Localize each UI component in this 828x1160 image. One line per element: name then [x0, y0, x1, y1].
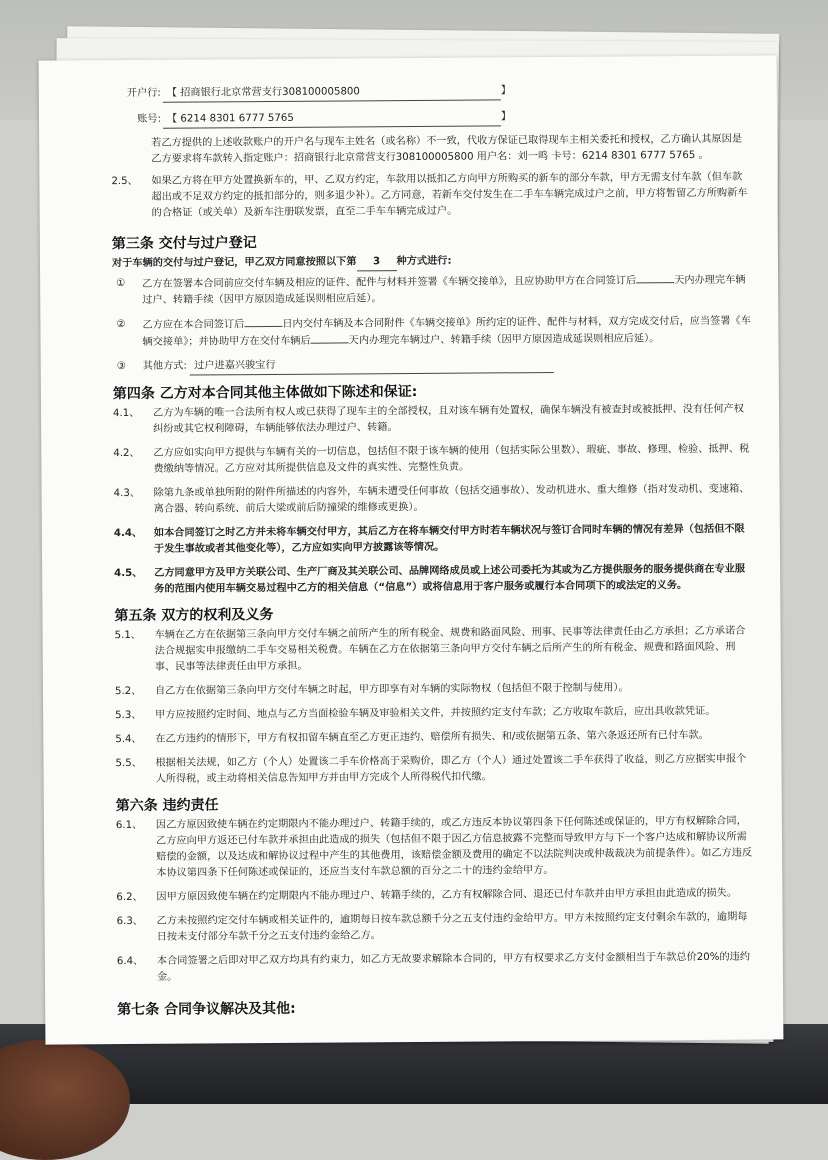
option-2 — [112, 313, 752, 351]
option-text: 天内办理完车辆过户、转籍手续（因甲方原因造成延误则相应后延）。 — [348, 333, 660, 347]
article-7-title: 第七条 合同争议解决及其他: — [117, 1000, 296, 1019]
clause-6-4 — [117, 950, 757, 986]
clause-number: 6.1、 — [115, 819, 143, 832]
bank-row — [111, 80, 751, 104]
clause-6-3 — [117, 910, 757, 946]
clause-number: 2.5、 — [111, 175, 138, 188]
clause-number: 4.1、 — [113, 407, 140, 420]
option-text: 乙方在签署本合同前应交付车辆及相应的证件、配件与材料并签署《车辆交接单》，且应协助甲方在合同签订后 — [142, 275, 637, 290]
clause-text: 乙方应如实向甲方提供与车辆有关的一切信息，包括但不限于该车辆的使用（包括实际公里数）、瑕疵、事故、修理、检验、抵押、税费缴纳等情况。乙方应对其所提供信息及文件的真实性、完整性负责。 — [153, 443, 750, 475]
bank-close: 】 — [500, 85, 512, 97]
clause-2-5 — [111, 170, 751, 222]
bank-label: 开户行: — [126, 87, 161, 99]
clause-number: 4.3、 — [113, 487, 141, 500]
clause-text: 乙方同意甲方及甲方关联公司、生产厂商及其关联公司、品牌网络成员或上述公司委托为其或为乙方提供服务的服务提供商在专业服务的范围内使用车辆交易过程中乙方的相关信息（“信息”）或将信息用于客户服务或履行本合同项下的或法定的义务。 — [154, 563, 746, 595]
clause-text: 自乙方在依据第三条向甲方交付车辆之时起，甲方即享有对车辆的实际物权（包括但不限于控制与使用）。 — [154, 682, 629, 697]
clause-number: 5.3、 — [115, 709, 142, 722]
clause-number: 4.4、 — [113, 527, 143, 540]
clause-number: 5.4、 — [115, 733, 142, 746]
clause-number: 6.4、 — [116, 955, 144, 968]
clause-text: 在乙方违约的情形下，甲方有权扣留车辆直至乙方更正违约、赔偿所有损失、和/或依据第五条、第六条返还所有已付车款。 — [155, 729, 709, 745]
option-mark: ② — [116, 318, 126, 331]
lead-text-before: 对于车辆的交付与过户登记，甲乙双方同意按照以下第 — [111, 256, 357, 270]
contract-page — [39, 55, 784, 1044]
account-label: 账号: — [137, 113, 162, 125]
other-method-label: 其他方式: — [142, 360, 187, 372]
clause-4-1 — [113, 402, 753, 438]
bank-value: 【 招商银行北京常营支行308100005800 — [163, 83, 501, 102]
clause-4-4 — [114, 522, 754, 558]
account-value: 【 6214 8301 6777 5765 — [163, 109, 501, 128]
article-6-title: 第六条 违约责任 — [115, 797, 219, 815]
clause-text: 甲方应按照约定时间、地点与乙方当面检验车辆及审验相关文件，并按照约定支付车款；乙方收取车款后，应出具收款凭证。 — [155, 705, 716, 721]
article-5-title: 第五条 双方的权利及义务 — [114, 606, 274, 625]
clause-text: 乙方未按照约定交付车辆或相关证件的，逾期每日按车款总额千分之五支付违约金给甲方。甲方未按照约定支付剩余车款的，逾期每日按未支付部分车款千分之五支付违约金给乙方。 — [156, 911, 748, 943]
option-3 — [113, 355, 753, 376]
clause-5-2 — [115, 680, 755, 700]
account-close: 】 — [500, 111, 512, 123]
clause-6-2 — [116, 886, 756, 906]
clause-number: 5.5、 — [115, 757, 142, 770]
account-row — [111, 106, 751, 130]
page-content — [111, 80, 758, 1022]
clause-text: 如果乙方将在甲方处置换新车的，甲、乙双方约定，车款用以抵扣乙方向甲方所购买的新车的部分车款，甲方无需支付车款（但车款超出或不足双方约定的抵扣部分的，则多退少补）。乙方同意，若新车交付发生在二手车车辆完成过户之前，甲方将暂留乙方所购新车的合格证（或关单）及新车注册联发票，直至二手车车辆完成过户。 — [151, 171, 748, 219]
option-1 — [112, 272, 752, 309]
days-blank — [244, 316, 282, 327]
option-text: 乙方应在本合同签订后 — [142, 319, 245, 331]
option-mark: ① — [116, 277, 126, 290]
clause-5-1 — [115, 624, 755, 676]
article-4-title: 第四条 乙方对本合同其他主体做如下陈述和保证: — [112, 383, 418, 403]
clause-5-4 — [115, 728, 755, 748]
option-text: 日内交付车辆及本合同附件《车辆交接单》所约定的证件、配件与材料，双方完成交付后，应当签署《车辆交接单》；并协助甲方在交付车辆后 — [142, 315, 751, 348]
days-blank — [311, 332, 349, 343]
clause-number: 4.5、 — [114, 567, 143, 580]
clause-6-1 — [116, 814, 756, 882]
clause-4-3 — [114, 482, 754, 518]
clause-text: 乙方为车辆的唯一合法所有权人或已获得了现车主的全部授权，且对该车辆有处置权，确保车辆没有被查封或被抵押、没有任何产权纠纷或其它权利障碍，车辆能够依法办理过户、转籍。 — [153, 403, 744, 435]
clause-text: 因甲方原因致使车辆在约定期限内不能办理过户、转籍手续的，乙方有权解除合同、退还已付车款并由甲方承担由此造成的损失。 — [156, 887, 738, 903]
option-text: 天内办理完车辆过户、转籍手续（因甲方原因造成延误则相应后延）。 — [142, 274, 746, 306]
method-number: 3 — [356, 254, 396, 271]
article-3-lead — [112, 252, 752, 273]
clause-number: 6.3、 — [116, 915, 144, 928]
days-blank — [636, 272, 674, 283]
clause-4-2 — [113, 442, 753, 478]
clause-number: 5.1、 — [114, 629, 142, 642]
account-note-text: 若乙方提供的上述收款账户的开户名与现车主姓名（或名称）不一致，代收方保证已取得现车主相关委托和授权，乙方确认其原因是 乙方要求将车款转入指定账户：招商银行北京常营支行308100005800 用户名：刘一鸣 卡号：6214 8301 6777 5765 。 — [151, 133, 743, 165]
other-method-value: 过户进嘉兴骏宝行 — [190, 356, 554, 376]
clause-text: 如本合同签订之时乙方并未将车辆交付甲方，其后乙方在将车辆交付甲方时若车辆状况与签订合同时车辆的情况有差异（包括但不限于发生事故或者其他变化等），乙方应如实向甲方披露该等情况。 — [153, 523, 745, 555]
article-3-title: 第三条 交付与过户登记 — [111, 235, 257, 253]
clause-text: 因乙方原因致使车辆在约定期限内不能办理过户、转籍手续的，或乙方违反本协议第四条下任何陈述或保证的，甲方有权解除合同，乙方应向甲方返还已付车款并承担由此造成的损失（包括但不限于因乙方信息披露不完整而导致甲方与下一个客户达成和解协议所需赔偿的金额，以及达成和解协议过程中产生的其他费用，该赔偿金额及费用的确定不以法院判决或仲裁裁决为前提条件）。如乙方违反本协议第四条下任何陈述或保证的，还应当支付车款总额的百分之二十的违约金给甲方。 — [155, 815, 753, 879]
clause-text: 除第九条或单独所附的附件所描述的内容外，车辆未遭受任何事故（包括交通事故）、发动机进水、重大维修（指对发动机、变速箱、离合器、转向系统、前后大梁或前后防撞梁的维修或更换）。 — [153, 483, 750, 515]
clause-5-3 — [115, 704, 755, 724]
clause-text: 本合同签署之后即对甲乙双方均具有约束力，如乙方无故要求解除本合同的，甲方有权要求乙方支付金额相当于车款总价20%的违约金。 — [156, 951, 751, 983]
clause-text: 根据相关法规，如乙方（个人）处置该二手车价格高于采购价，即乙方（个人）通过处置该二手车获得了收益，则乙方应据实申报个人所得税，或主动将相关信息告知甲方并由甲方完成个人所得税代扣代缴。 — [155, 753, 747, 785]
option-mark: ③ — [116, 360, 126, 373]
clause-5-5 — [115, 752, 755, 788]
clause-number: 6.2、 — [116, 891, 143, 904]
clause-number: 5.2、 — [114, 685, 142, 698]
clause-4-5 — [114, 562, 754, 598]
lead-text-after: 种方式进行: — [396, 255, 452, 268]
account-note — [111, 132, 751, 168]
clause-text: 车辆在乙方在依据第三条向甲方交付车辆之前所产生的所有税金、规费和路面风险、刑事、民事等法律责任由乙方承担；乙方承诺合法合规据实申报缴纳二手车交易相关税费。车辆在乙方在依据第三条向甲方交付车辆之后所产生的所有税金、规费和路面风险、刑事、民事等法律责任由甲方承担。 — [154, 625, 746, 673]
clause-number: 4.2、 — [113, 447, 140, 460]
